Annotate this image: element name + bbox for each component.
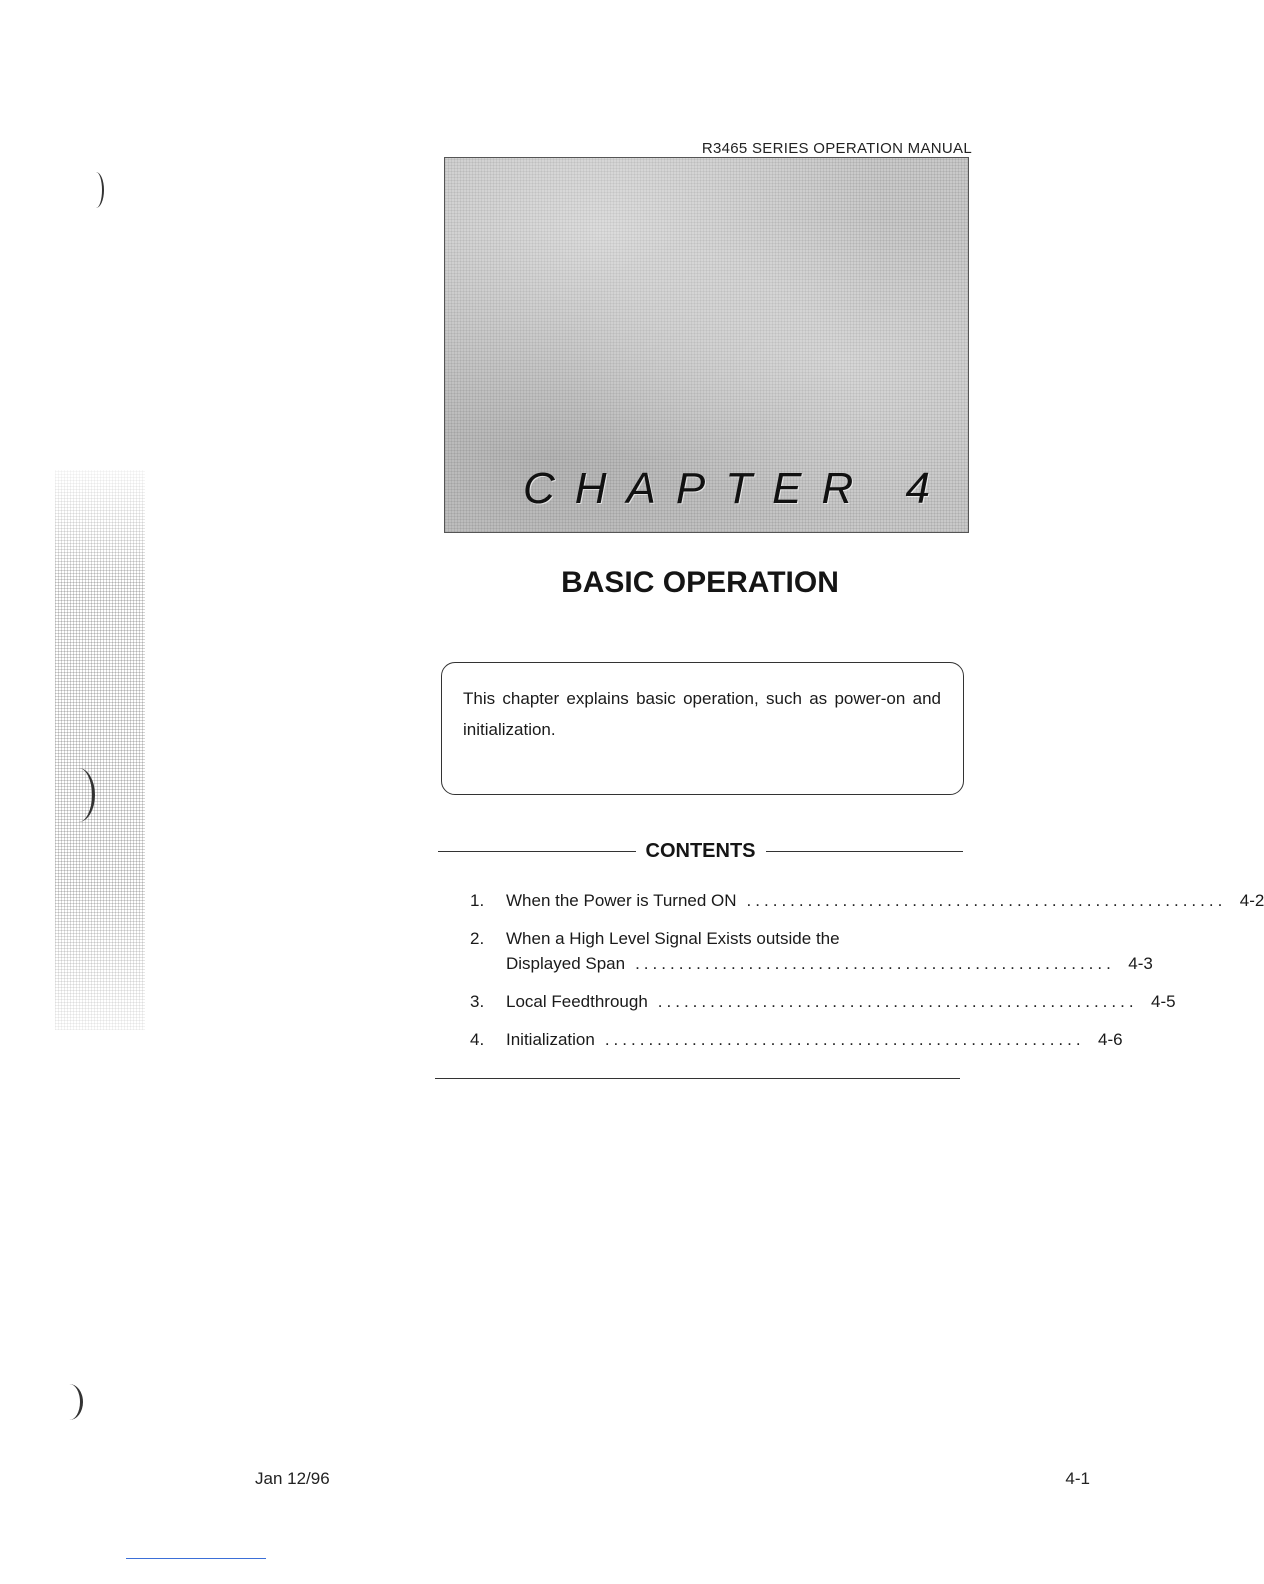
footer-page-number: 4-1 bbox=[1065, 1469, 1090, 1488]
footer-date: Jan 12/96 bbox=[255, 1469, 330, 1488]
dot-leader: ....................................................... bbox=[635, 954, 1115, 973]
contents-entry[interactable] bbox=[470, 989, 1176, 1014]
binding-shadow bbox=[55, 470, 145, 1030]
scan-edge-line bbox=[126, 1558, 266, 1559]
binding-hole-mark-middle bbox=[62, 768, 95, 822]
chapter-title: BASIC OPERATION bbox=[561, 566, 839, 599]
contents-entry[interactable] bbox=[470, 1027, 1123, 1052]
chapter-panel bbox=[444, 157, 969, 533]
contents-entry-title: When the Power is Turned ON bbox=[506, 891, 737, 910]
chapter-summary-box bbox=[441, 662, 964, 795]
chapter-summary-text: This chapter explains basic operation, such as power-on and initialization. bbox=[463, 689, 941, 739]
contents-rule-right bbox=[766, 851, 964, 852]
contents-entry[interactable] bbox=[470, 888, 1264, 913]
contents-entry-page: 4-3 bbox=[1128, 954, 1153, 973]
chapter-label: CHAPTER 4 bbox=[523, 464, 950, 513]
dot-leader: ....................................................... bbox=[657, 992, 1138, 1011]
contents-entry-title: When a High Level Signal Exists outside the bbox=[506, 929, 840, 948]
dot-leader: ....................................................... bbox=[746, 891, 1227, 910]
contents-entry-page: 4-6 bbox=[1098, 1030, 1123, 1049]
contents-entry-title: Initialization bbox=[506, 1030, 595, 1049]
binding-hole-mark-top bbox=[88, 172, 104, 208]
dot-leader: ....................................................... bbox=[604, 1030, 1085, 1049]
contents-rule-left bbox=[438, 851, 636, 852]
contents-entry-number: 3. bbox=[470, 992, 485, 1011]
contents-bottom-rule bbox=[435, 1078, 960, 1079]
contents-entry-number: 1. bbox=[470, 891, 485, 910]
contents-entry-title: Local Feedthrough bbox=[506, 992, 648, 1011]
contents-entry-page: 4-2 bbox=[1239, 891, 1264, 910]
binding-hole-mark-bottom bbox=[56, 1384, 83, 1420]
contents-entry-page: 4-5 bbox=[1150, 992, 1176, 1011]
contents-list bbox=[470, 888, 1264, 1065]
contents-entry[interactable] bbox=[470, 926, 1153, 976]
running-header: R3465 SERIES OPERATION MANUAL bbox=[701, 140, 972, 157]
contents-entry-title-continued: Displayed Span bbox=[506, 954, 626, 973]
contents-entry-number: 4. bbox=[470, 1030, 485, 1049]
contents-heading: CONTENTS bbox=[645, 839, 756, 862]
contents-entry-number: 2. bbox=[470, 929, 485, 948]
contents-heading-row bbox=[438, 836, 963, 866]
